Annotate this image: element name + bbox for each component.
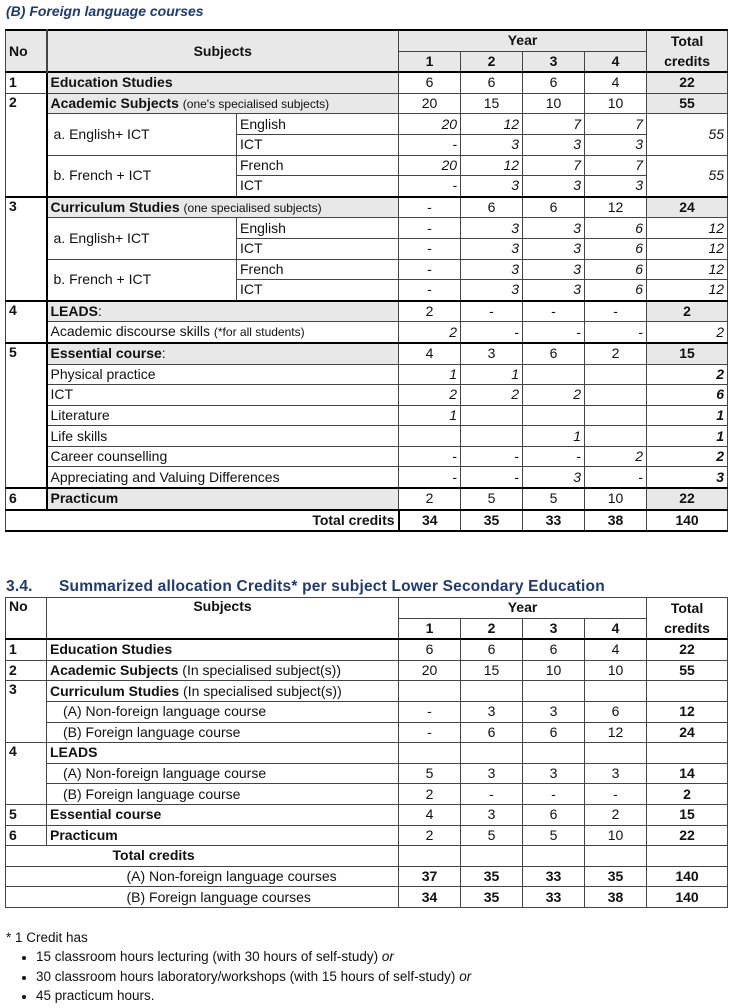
year-3-header: 3 — [523, 51, 585, 72]
section-b-heading: (B) Foreign language courses — [6, 3, 204, 19]
col-year-header: Year — [399, 598, 647, 619]
table-row: a. English+ ICT English 20 12 7 7 55 — [6, 114, 728, 135]
table-total-row: (B) Foreign language courses 34 35 33 38 140 — [6, 887, 728, 908]
list-item: • 30 classroom hours laboratory/workshops (with 15 hours of self-study) or — [36, 967, 471, 987]
table-row: 5 Essential course 4 3 6 2 15 — [6, 804, 728, 825]
table-row: Physical practice 1 1 2 — [6, 364, 728, 385]
table-row: Life skills 1 1 — [6, 426, 728, 447]
year-1-header: 1 — [399, 51, 461, 72]
year-4-header: 4 — [585, 618, 647, 639]
table-row: 6 Practicum 2 5 5 10 22 — [6, 488, 728, 510]
table-row: ICT - 3 3 6 12 — [6, 238, 728, 259]
col-subjects-header: Subjects — [47, 598, 399, 640]
table-row: 4 LEADS — [6, 743, 728, 764]
table-row: b. French + ICT French - 3 3 6 12 — [6, 259, 728, 280]
table-row: 3 Curriculum Studies (In specialised subject(s)) — [6, 681, 728, 702]
year-3-header: 3 — [523, 618, 585, 639]
table-row: a. English+ ICT English - 3 3 6 12 — [6, 218, 728, 239]
table-row: (B) Foreign language course - 6 6 12 24 — [6, 722, 728, 743]
col-credits-header: credits — [647, 618, 728, 639]
summary-credits-table — [5, 597, 728, 908]
year-4-header: 4 — [585, 51, 647, 72]
table-row: Total credits — [6, 846, 728, 867]
table-row: 3 Curriculum Studies (one specialised subjects) - 6 6 12 24 — [6, 197, 728, 218]
col-year-header: Year — [399, 30, 647, 51]
table-row: 6 Practicum 2 5 5 10 22 — [6, 825, 728, 846]
section-3-4-heading: 3.4. Summarized allocation Credits* per subject Lower Secondary Education — [6, 578, 605, 595]
foreign-language-credits-table — [5, 29, 728, 532]
table-row: 4 LEADS: 2 - - - 2 — [6, 301, 728, 322]
col-total-header: Total — [647, 598, 728, 619]
table-row: (B) Foreign language course 2 - - - 2 — [6, 784, 728, 805]
table-row: Career counselling - - - 2 2 — [6, 446, 728, 467]
table-row: b. French + ICT French 20 12 7 7 55 — [6, 155, 728, 176]
table-total-row: (A) Non-foreign language courses 37 35 33 35 140 — [6, 866, 728, 887]
table-row: 2 Academic Subjects (In specialised subject(s)) 20 15 10 10 55 — [6, 660, 728, 681]
table-row: Literature 1 1 — [6, 405, 728, 426]
list-item: • 15 classroom hours lecturing (with 30 hours of self-study) or — [36, 947, 471, 967]
year-2-header: 2 — [461, 618, 523, 639]
table-row: (A) Non-foreign language course 5 3 3 3 14 — [6, 763, 728, 784]
table-row: ICT - 3 3 6 12 — [6, 280, 728, 301]
table-row: Appreciating and Valuing Differences - - 3 - 3 — [6, 467, 728, 488]
table-row: (A) Non-foreign language course - 3 3 6 12 — [6, 701, 728, 722]
table-row: ICT 2 2 2 6 — [6, 385, 728, 406]
table-row: ICT - 3 3 3 — [6, 134, 728, 155]
table-row: ICT - 3 3 3 — [6, 176, 728, 197]
col-total-header: Total — [647, 30, 728, 51]
table-row: 2 Academic Subjects (one's specialised subjects) 20 15 10 10 55 — [6, 93, 728, 114]
table-row: 1 Education Studies 6 6 6 4 22 — [6, 72, 728, 93]
footnote-intro: * 1 Credit has — [6, 930, 88, 945]
list-item: • 45 practicum hours. — [36, 986, 471, 1006]
col-no-header: No — [6, 30, 47, 72]
col-no-header: No — [6, 598, 47, 640]
table-row: Academic discourse skills (*for all students) 2 - - - 2 — [6, 322, 728, 343]
col-subjects-header: Subjects — [47, 30, 399, 72]
col-credits-header: credits — [647, 51, 728, 72]
year-2-header: 2 — [461, 51, 523, 72]
table-row: 1 Education Studies 6 6 6 4 22 — [6, 639, 728, 660]
footnote-list — [6, 947, 471, 1006]
credit-footnote — [6, 930, 471, 1006]
table-total-row: Total credits 34 35 33 38 140 — [6, 510, 728, 532]
year-1-header: 1 — [399, 618, 461, 639]
table-row: 5 Essential course: 4 3 6 2 15 — [6, 343, 728, 364]
